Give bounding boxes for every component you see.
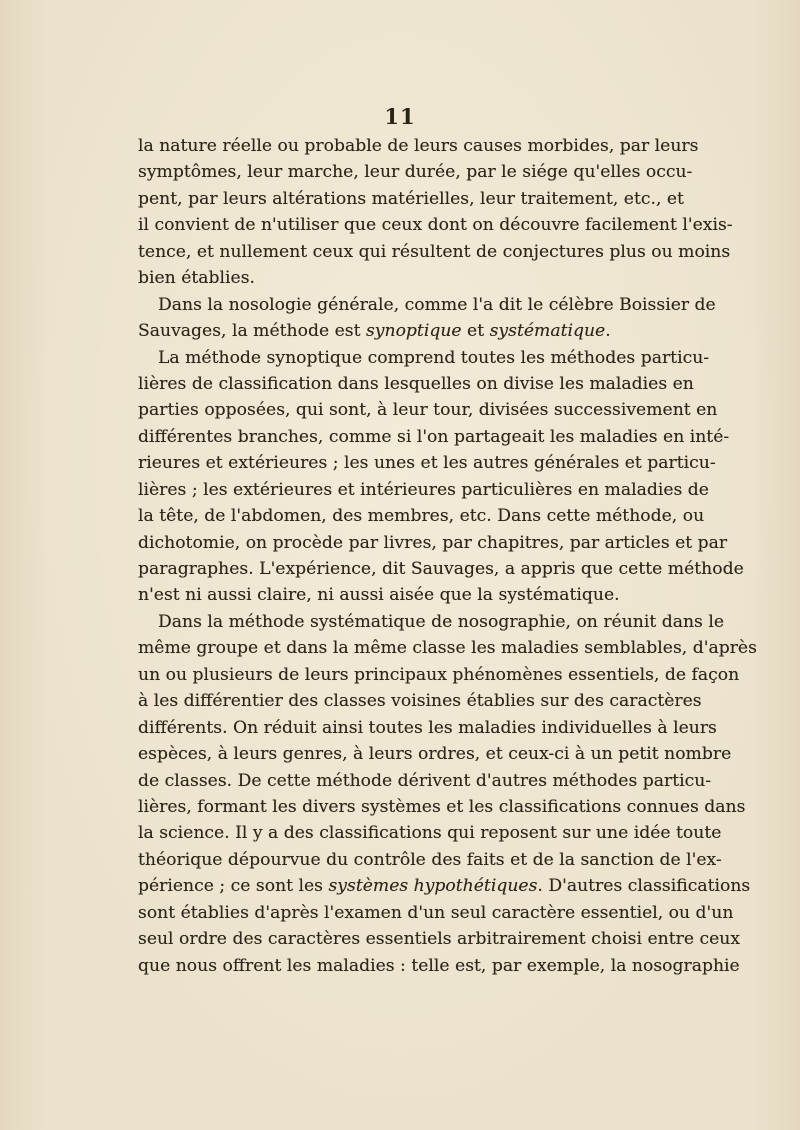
text-line: pent, par leurs altérations matérielles, leur traitement, etc., et: [138, 188, 684, 209]
text-line: lières ; les extérieures et intérieures particulières en maladies de: [138, 479, 709, 500]
text-line: dichotomie, on procède par livres, par chapitres, par articles et par: [138, 532, 728, 553]
text-line: tence, et nullement ceux qui résultent de conjectures plus ou moins: [138, 241, 731, 262]
body-text: [138, 133, 757, 979]
text-line: il convient de n'utiliser que ceux dont on découvre facilement l'exis-: [138, 215, 733, 236]
text-line: que nous offrent les maladies : telle est, par exemple, la nosographie: [138, 955, 740, 976]
text-line: Sauvages, la méthode est synoptique et systématique.: [138, 321, 611, 342]
text-line: lières, formant les divers systèmes et les classifications connues dans: [138, 796, 746, 817]
text-line: seul ordre des caractères essentiels arbitrairement choisi entre ceux: [138, 929, 741, 950]
page-number: 11: [384, 104, 416, 129]
text-line: parties opposées, qui sont, à leur tour, divisées successivement en: [138, 400, 718, 421]
paragraph: [138, 609, 757, 979]
text-line: théorique dépourvue du contrôle des faits et de la sanction de l'ex-: [138, 849, 722, 870]
text-line: même groupe et dans la même classe les maladies semblables, d'après: [138, 638, 757, 659]
text-line: la science. Il y a des classifications qui reposent sur une idée toute: [138, 823, 722, 844]
italic-term: systématique: [489, 321, 606, 342]
text-line: lières de classification dans lesquelles on divise les maladies en: [138, 373, 694, 394]
text-line: La méthode synoptique comprend toutes les méthodes particu-: [158, 347, 710, 368]
text-line: la nature réelle ou probable de leurs causes morbides, par leurs: [138, 136, 699, 156]
text-line: n'est ni aussi claire, ni aussi aisée que la systématique.: [138, 585, 620, 606]
text-line: de classes. De cette méthode dérivent d'autres méthodes particu-: [138, 770, 712, 791]
text-line: la tête, de l'abdomen, des membres, etc. Dans cette méthode, ou: [138, 506, 705, 527]
text-line: différentes branches, comme si l'on partageait les maladies en inté-: [138, 426, 730, 447]
text-line: Dans la nosologie générale, comme l'a dit le célèbre Boissier de: [158, 294, 716, 315]
paragraph: [138, 292, 716, 345]
text-line: rieures et extérieures ; les unes et les autres générales et particu-: [138, 453, 716, 474]
text-line: périence ; ce sont les systèmes hypothétiques. D'autres classifications: [138, 876, 751, 897]
paragraph: [138, 345, 744, 609]
text-line: un ou plusieurs de leurs principaux phénomènes essentiels, de façon: [138, 664, 740, 685]
text-line: bien établies.: [138, 268, 255, 289]
text-line: paragraphes. L'expérience, dit Sauvages, a appris que cette méthode: [138, 559, 744, 579]
text-line: Dans la méthode systématique de nosographie, on réunit dans le: [158, 611, 725, 632]
text-line: différents. On réduit ainsi toutes les maladies individuelles à leurs: [138, 717, 717, 738]
text-line: espèces, à leurs genres, à leurs ordres, et ceux-ci à un petit nombre: [138, 744, 732, 765]
paragraph: [138, 133, 733, 292]
italic-term: synoptique: [365, 321, 462, 342]
text-line: symptômes, leur marche, leur durée, par le siége qu'elles occu-: [138, 162, 693, 183]
text-line: à les différentier des classes voisines établies sur des caractères: [138, 691, 702, 712]
text-line: sont établies d'après l'examen d'un seul caractère essentiel, ou d'un: [138, 902, 734, 923]
italic-term: systèmes hypothétiques: [328, 876, 538, 897]
